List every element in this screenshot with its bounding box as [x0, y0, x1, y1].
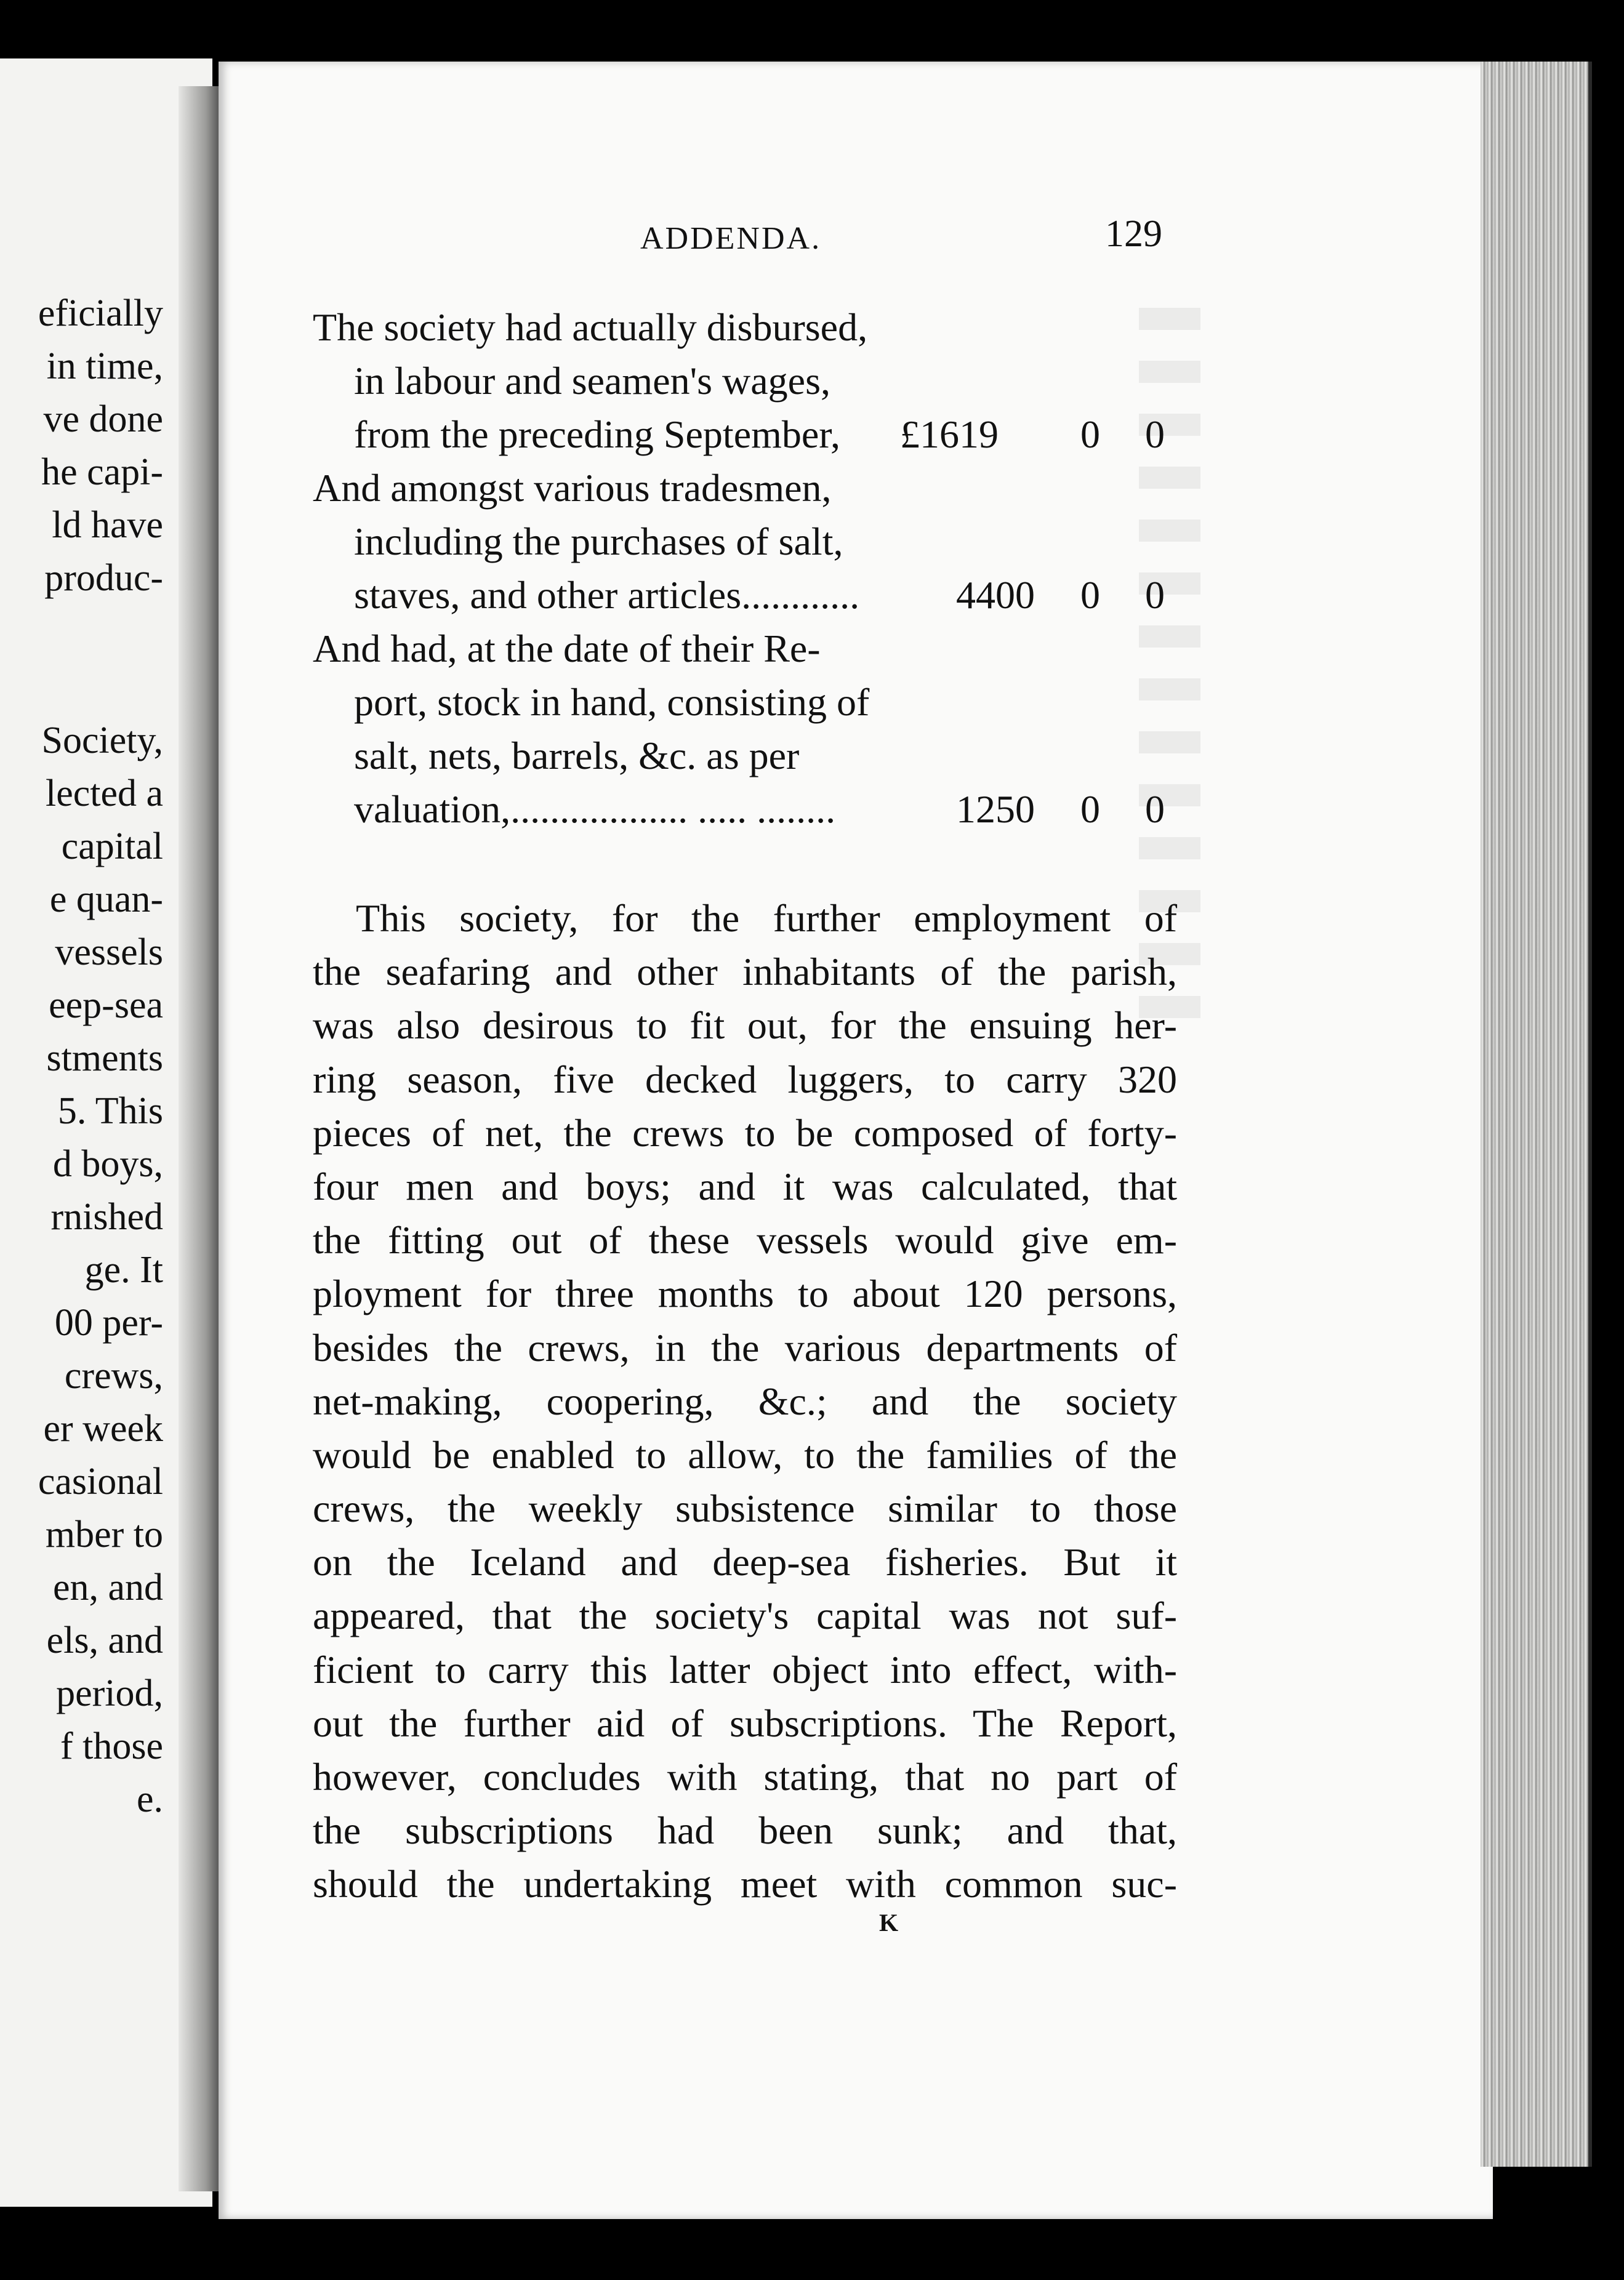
ledger-shillings: 0 [1080, 573, 1100, 617]
left-page-line: casional [38, 1461, 163, 1503]
ledger-amount: 4400 [956, 573, 1035, 617]
left-page-line: mber to [45, 1514, 163, 1555]
left-page-line: 5. This [57, 1090, 163, 1132]
ledger-pence: 0 [1145, 573, 1165, 617]
ledger-pence: 0 [1145, 412, 1165, 456]
ledger-shillings: 0 [1080, 412, 1100, 456]
text-line: however, concludes with stating, that no part of [313, 1755, 1177, 1799]
left-page-line: f those [60, 1725, 163, 1767]
text-line: would be enabled to allow, to the families of the [313, 1432, 1177, 1477]
left-page-line: rnished [50, 1196, 163, 1238]
text-line: on the Iceland and deep-sea fisheries. But it [313, 1540, 1177, 1584]
text-line: ring season, five decked luggers, to carry 320 [313, 1057, 1177, 1101]
left-page-line: he capi- [41, 451, 163, 493]
ledger-line: valuation,.................. ..... ........ [354, 787, 836, 831]
text-line: net-making, coopering, &c.; and the society [313, 1379, 1177, 1423]
ledger-line: from the preceding September, [354, 412, 841, 456]
ledger-pence: 0 [1145, 787, 1165, 831]
text-line: the fitting out of these vessels would give em- [313, 1218, 1177, 1262]
text-line: was also desirous to fit out, for the ensuing her- [313, 1003, 1177, 1048]
left-page-line: els, and [46, 1620, 163, 1661]
left-page-gutter [179, 86, 225, 2191]
ledger-amount: £1619 [900, 412, 999, 456]
text-line: should the undertaking meet with common suc- [313, 1862, 1177, 1906]
ledger-shillings: 0 [1080, 787, 1100, 831]
ledger-line: port, stock in hand, consisting of [354, 680, 870, 724]
left-page-line: er week [43, 1408, 163, 1450]
left-page-line: crews, [64, 1355, 163, 1397]
page-edge [1481, 62, 1592, 2167]
left-page-line: produc- [44, 557, 163, 599]
ledger-line: including the purchases of salt, [354, 520, 843, 563]
ledger-line: The society had actually disbursed, [313, 305, 868, 349]
left-page-line: eep-sea [49, 984, 163, 1026]
ledger-line: in labour and seamen's wages, [354, 359, 830, 403]
text-line: appeared, that the society's capital was not suf- [313, 1594, 1177, 1638]
left-page-line: ld have [52, 504, 163, 546]
text-line: ployment for three months to about 120 persons, [313, 1272, 1177, 1316]
ledger-amount: 1250 [956, 787, 1035, 831]
text-line: crews, the weekly subsistence similar to those [313, 1487, 1177, 1531]
signature-mark: K [879, 1909, 900, 1937]
left-page-line: vessels [55, 931, 163, 973]
ledger-line: salt, nets, barrels, &c. as per [354, 734, 800, 777]
page-number: 129 [1105, 213, 1162, 255]
text-line: four men and boys; and it was calculated, that [313, 1164, 1177, 1208]
left-page-line: lected a [45, 773, 163, 814]
left-page-line: period, [56, 1672, 163, 1714]
left-page-line: ge. It [84, 1249, 163, 1291]
left-page-line: en, and [52, 1567, 163, 1608]
left-page-line: d boys, [52, 1143, 163, 1185]
left-page-line: in time, [46, 345, 163, 387]
left-page-line: stments [46, 1037, 163, 1079]
text-line: pieces of net, the crews to be composed of forty- [313, 1110, 1177, 1155]
running-head: ADDENDA. [640, 221, 822, 256]
text-line: the subscriptions had been sunk; and that, [313, 1808, 1177, 1853]
text-line: besides the crews, in the various departments of [313, 1325, 1177, 1370]
ledger-line: staves, and other articles............ [354, 573, 860, 617]
text-line: ficient to carry this latter object into effect, with- [313, 1647, 1177, 1692]
left-page-line: e. [136, 1778, 163, 1820]
left-page-line: eficially [38, 292, 163, 334]
left-page-line: Society, [41, 720, 163, 761]
left-page-line: 00 per- [54, 1302, 163, 1344]
ledger-line: And had, at the date of their Re- [313, 627, 821, 670]
ledger-line: And amongst various tradesmen, [313, 466, 832, 510]
left-page-line: capital [61, 825, 163, 867]
text-line: This society, for the further employment of [356, 896, 1177, 940]
left-page-line: ve done [43, 398, 163, 440]
text-line: the seafaring and other inhabitants of the parish, [313, 950, 1177, 994]
text-line: out the further aid of subscriptions. The Report, [313, 1701, 1177, 1745]
body-paragraph [313, 891, 1177, 1911]
left-page-line: e quan- [49, 878, 163, 920]
